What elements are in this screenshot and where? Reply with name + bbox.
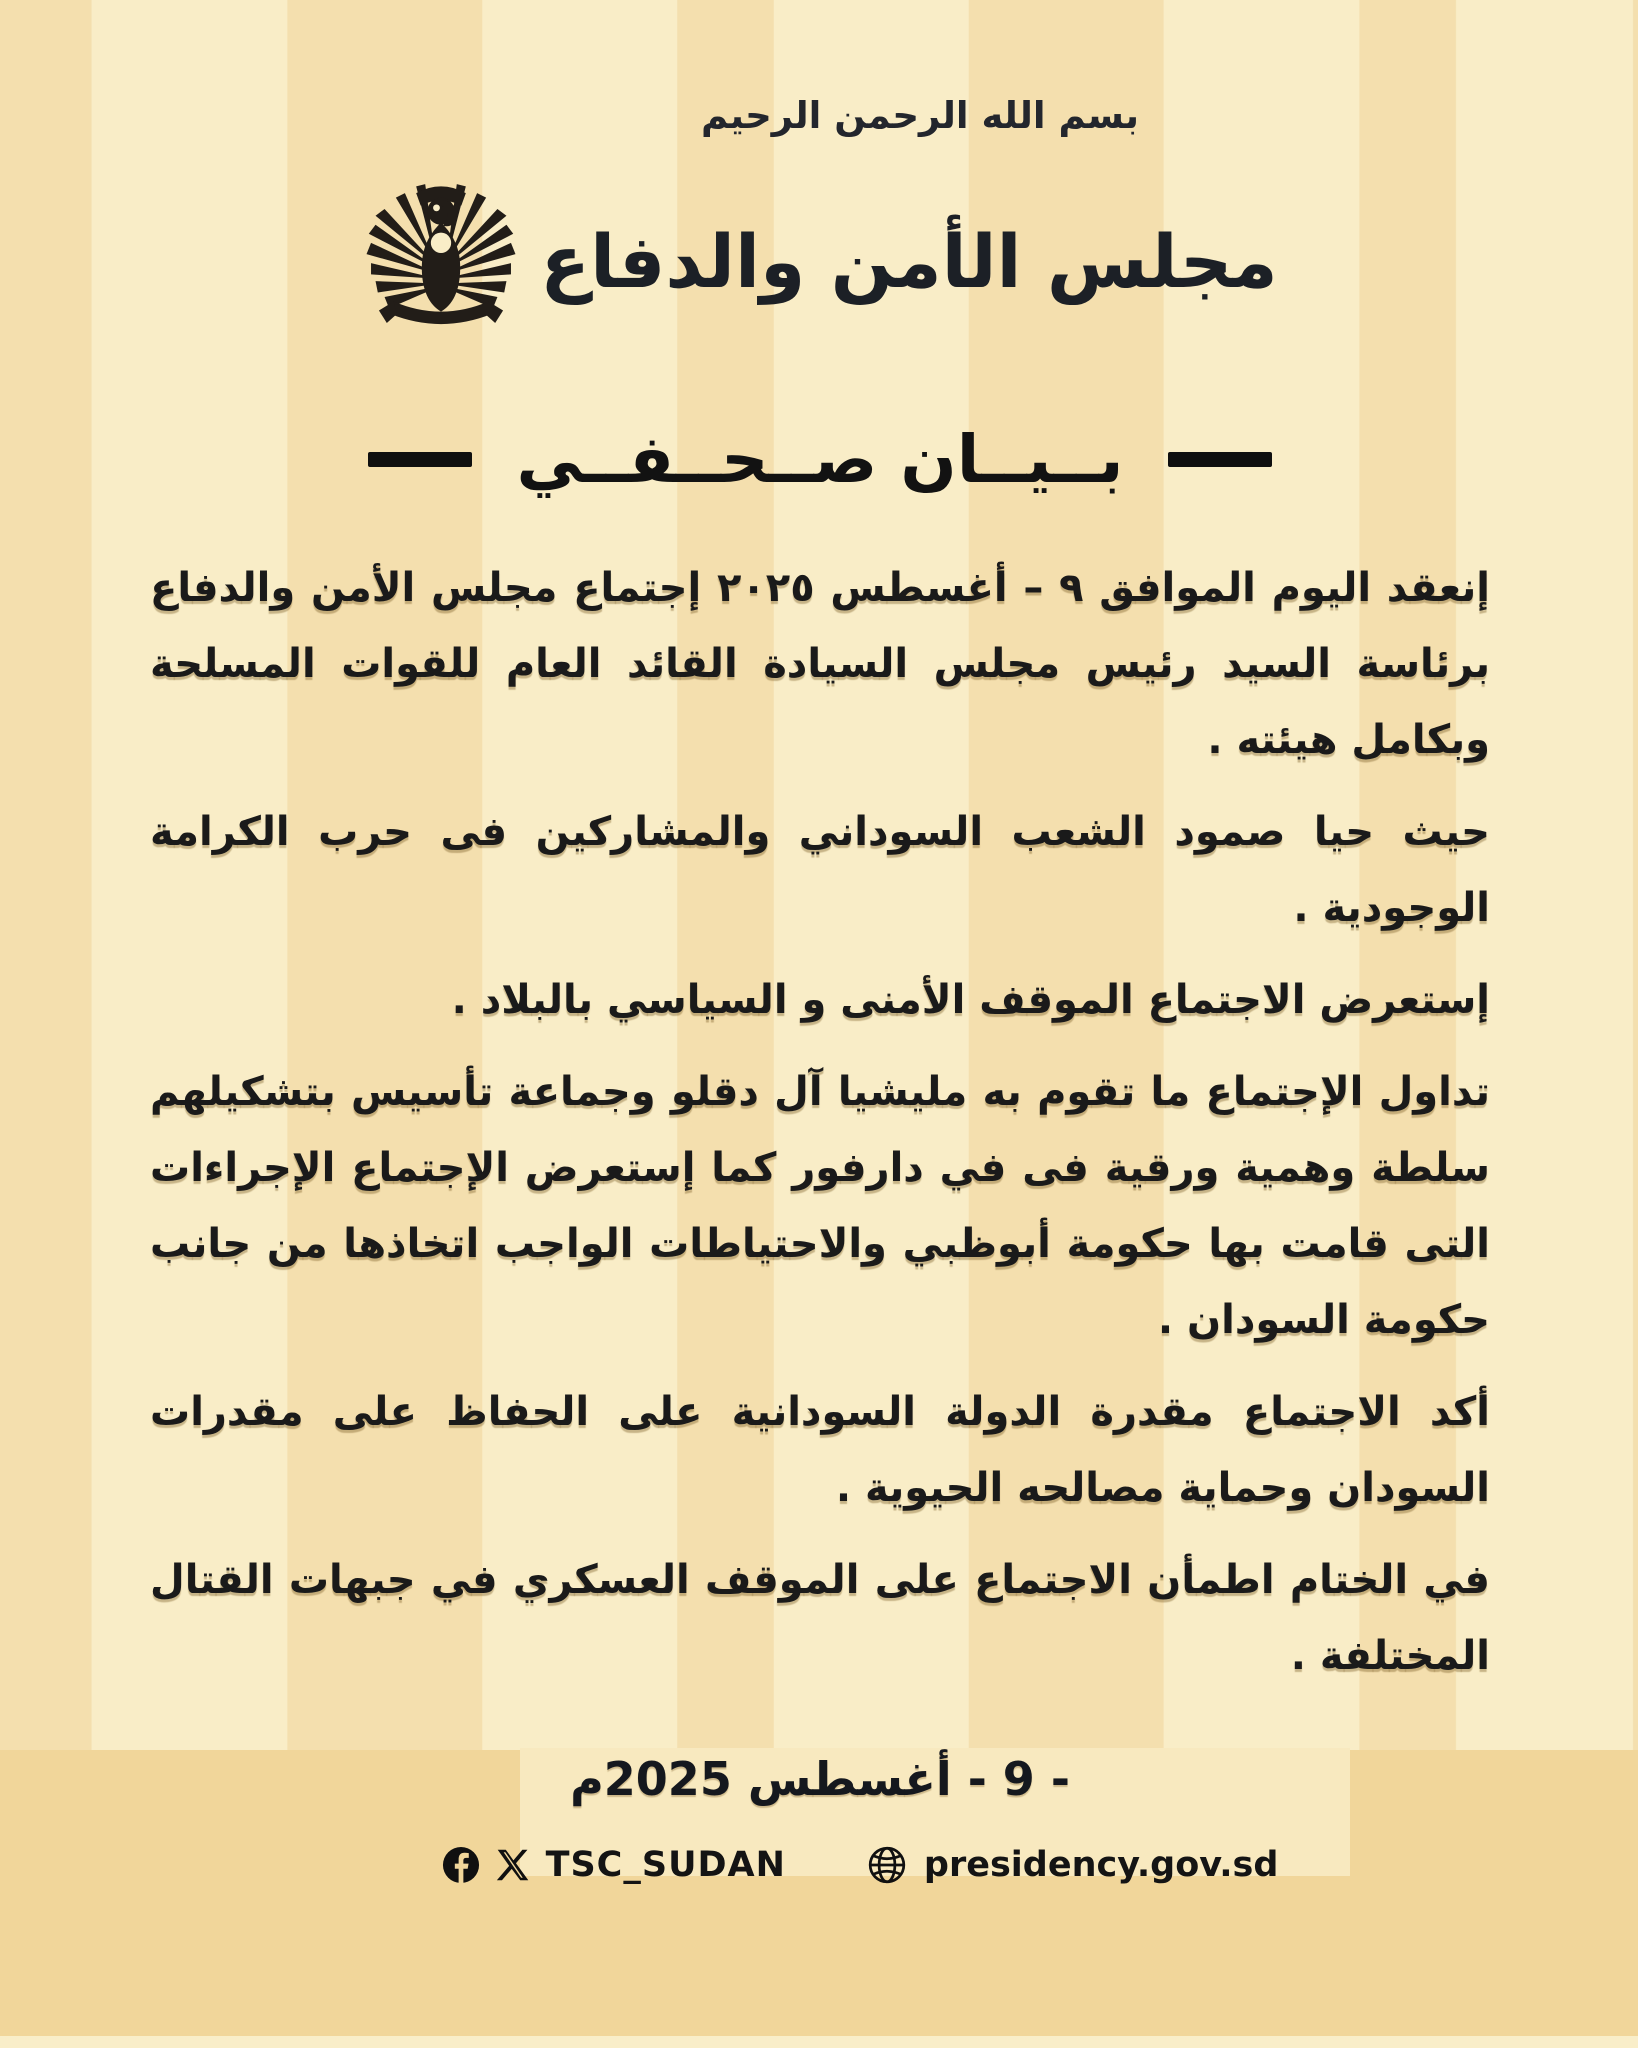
facebook-icon bbox=[442, 1846, 480, 1884]
statement-body bbox=[150, 550, 1490, 1694]
social-row bbox=[190, 1844, 1530, 1886]
website-url: presidency.gov.sd bbox=[923, 1845, 1279, 1885]
basmala-text: بسم الله الرحمن الرحيم bbox=[700, 94, 1140, 137]
paragraph-review: إستعرض الاجتماع الموقف الأمنى و السياسي بالبلاد . bbox=[451, 977, 1490, 1023]
globe-icon bbox=[866, 1844, 908, 1886]
paragraph-salute: حيث حيا صمود الشعب السوداني والمشاركين فى حرب الكرامة الوجودية . bbox=[150, 809, 1490, 931]
title-dash-right bbox=[1168, 452, 1272, 467]
social-handle: TSC_SUDAN bbox=[545, 1845, 786, 1885]
paragraph-opening: إنعقد اليوم الموافق ٩ – أغسطس ٢٠٢٥ إجتماع مجلس الأمن والدفاع برئاسة السيد رئيس مجلس السيادة القائد العام للقوات المسلحة وبكامل هيئته . bbox=[150, 565, 1491, 763]
date-line: - 9 - أغسطس 2025م bbox=[570, 1752, 1070, 1806]
org-header bbox=[150, 175, 1490, 349]
statement-title-row bbox=[150, 421, 1490, 498]
sudan-emblem-icon bbox=[362, 175, 520, 349]
org-title: مجلس الأمن والدفاع bbox=[540, 219, 1278, 305]
background-bottom-edge bbox=[0, 2036, 1638, 2048]
paragraph-closing: في الختام اطمأن الاجتماع على الموقف العسكري في جبهات القتال المختلفة . bbox=[150, 1557, 1490, 1679]
paragraph-capability: أكد الاجتماع مقدرة الدولة السودانية على الحفاظ على مقدرات السودان وحماية مصالحه الحيوية . bbox=[150, 1389, 1490, 1511]
shield-opening bbox=[431, 233, 451, 253]
paragraph-militia: تداول الإجتماع ما تقوم به مليشيا آل دقلو وجماعة تأسيس بتشكيلهم سلطة وهمية ورقية فى في دارفور كما إستعرض الإجتماع الإجراءات التى قامت بها حكومة أبوظبي والاحتياطات الواجب اتخاذها من جانب حكومة السودان . bbox=[150, 1069, 1490, 1343]
title-dash-left bbox=[368, 452, 472, 467]
x-icon bbox=[496, 1848, 530, 1882]
statement-title: بــيــان صــحــفــي bbox=[516, 421, 1124, 498]
